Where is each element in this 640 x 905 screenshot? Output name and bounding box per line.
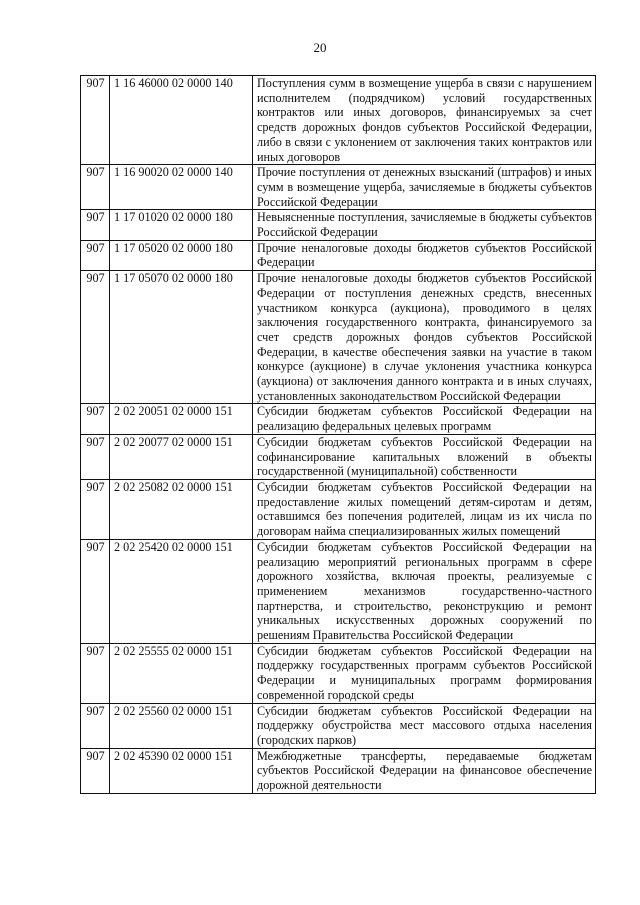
income-name-cell: Поступления сумм в возмещение ущерба в связи с нарушением исполнителем (подрядчиком) условий государственных контрактов или иных договоров, финансируемых за счет средств дорожных фондов субъектов Российской Федерации, либо в связи с уклонением от заключения таких контрактов или иных договоров	[253, 76, 596, 165]
income-name-cell: Невыясненные поступления, зачисляемые в бюджеты субъектов Российской Федерации	[253, 210, 596, 240]
table-row	[81, 479, 596, 539]
budget-code-cell: 2 02 45390 02 0000 151	[110, 748, 253, 793]
admin-code-cell: 907	[81, 271, 110, 404]
income-name-cell: Межбюджетные трансферты, передаваемые бюджетам субъектов Российской Федерации на финансовое обеспечение дорожной деятельности	[253, 748, 596, 793]
table-row	[81, 210, 596, 240]
table-row	[81, 404, 596, 434]
budget-code-cell: 1 17 05020 02 0000 180	[110, 240, 253, 270]
table-row	[81, 748, 596, 793]
admin-code-cell: 907	[81, 539, 110, 643]
admin-code-cell: 907	[81, 240, 110, 270]
income-name-cell: Субсидии бюджетам субъектов Российской Федерации на реализацию федеральных целевых программ	[253, 404, 596, 434]
admin-code-cell: 907	[81, 479, 110, 539]
admin-code-cell: 907	[81, 165, 110, 210]
budget-code-cell: 1 17 01020 02 0000 180	[110, 210, 253, 240]
budget-code-cell: 2 02 25420 02 0000 151	[110, 539, 253, 643]
income-name-cell: Субсидии бюджетам субъектов Российской Федерации на поддержку государственных программ субъектов Российской Федерации и муниципальных программ формирования современной городской среды	[253, 643, 596, 703]
table-row	[81, 703, 596, 748]
budget-code-cell: 2 02 20077 02 0000 151	[110, 434, 253, 479]
budget-classification-table	[80, 75, 596, 794]
budget-code-cell: 2 02 25082 02 0000 151	[110, 479, 253, 539]
income-name-cell: Прочие неналоговые доходы бюджетов субъектов Российской Федерации	[253, 240, 596, 270]
admin-code-cell: 907	[81, 748, 110, 793]
income-name-cell: Прочие поступления от денежных взысканий (штрафов) и иных сумм в возмещение ущерба, зачисляемые в бюджеты субъектов Российской Федерации	[253, 165, 596, 210]
income-name-cell: Субсидии бюджетам субъектов Российской Федерации на поддержку обустройства мест массового отдыха населения (городских парков)	[253, 703, 596, 748]
admin-code-cell: 907	[81, 404, 110, 434]
income-name-cell: Субсидии бюджетам субъектов Российской Федерации на предоставление жилых помещений детям-сиротам и детям, оставшимся без попечения родителей, лицам из их числа по договорам найма специализированных жилых помещений	[253, 479, 596, 539]
table-row	[81, 434, 596, 479]
budget-code-cell: 1 16 90020 02 0000 140	[110, 165, 253, 210]
income-name-cell: Прочие неналоговые доходы бюджетов субъектов Российской Федерации от поступления денежных средств, внесенных участником конкурса (аукциона), проводимого в целях заключения государственного контракта, финансируемого за счет средств дорожных фондов субъектов Российской Федерации, в качестве обеспечения заявки на участие в таком конкурсе (аукционе) в случае уклонения участника конкурса (аукциона) от заключения данного контракта и в иных случаях, установленных законодательством Российской Федерации	[253, 271, 596, 404]
budget-code-cell: 2 02 25555 02 0000 151	[110, 643, 253, 703]
admin-code-cell: 907	[81, 210, 110, 240]
table-row	[81, 539, 596, 643]
budget-code-cell: 2 02 20051 02 0000 151	[110, 404, 253, 434]
budget-code-cell: 2 02 25560 02 0000 151	[110, 703, 253, 748]
admin-code-cell: 907	[81, 703, 110, 748]
table-row	[81, 165, 596, 210]
budget-code-cell: 1 17 05070 02 0000 180	[110, 271, 253, 404]
table-row	[81, 76, 596, 165]
admin-code-cell: 907	[81, 434, 110, 479]
income-name-cell: Субсидии бюджетам субъектов Российской Федерации на реализацию мероприятий региональных программ в сфере дорожного хозяйства, включая проекты, реализуемые с применением механизмов государственно-частного партнерства, и строительство, реконструкцию и ремонт уникальных искусственных дорожных сооружений по решениям Правительства Российской Федерации	[253, 539, 596, 643]
table-row	[81, 240, 596, 270]
admin-code-cell: 907	[81, 643, 110, 703]
budget-code-cell: 1 16 46000 02 0000 140	[110, 76, 253, 165]
income-name-cell: Субсидии бюджетам субъектов Российской Федерации на софинансирование капитальных вложений в объекты государственной (муниципальной) собственности	[253, 434, 596, 479]
page-number: 20	[313, 40, 327, 55]
table-row	[81, 271, 596, 404]
admin-code-cell: 907	[81, 76, 110, 165]
table-row	[81, 643, 596, 703]
